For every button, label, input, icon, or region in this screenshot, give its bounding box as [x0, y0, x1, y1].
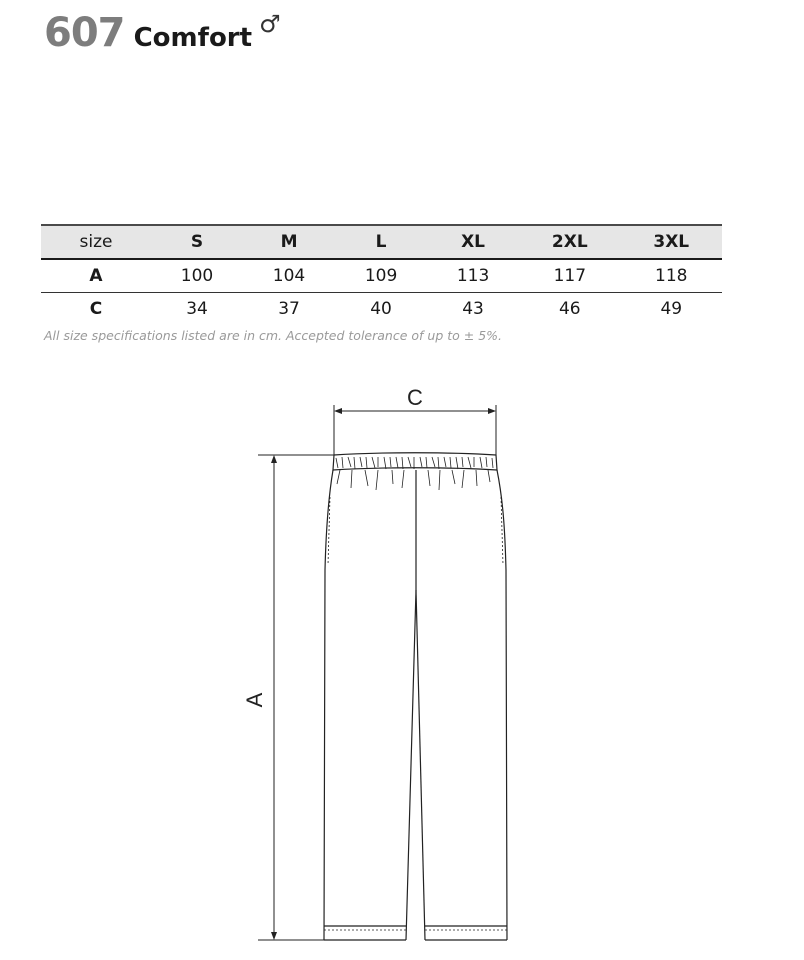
size-column-xl: XL — [427, 225, 519, 259]
table-cell: 117 — [519, 259, 620, 293]
size-table — [41, 224, 722, 325]
table-cell: 118 — [621, 259, 722, 293]
product-name: Comfort — [133, 23, 253, 53]
size-column-l: L — [335, 225, 427, 259]
table-row — [41, 259, 722, 293]
table-cell: 43 — [462, 299, 484, 319]
pants-outline — [324, 453, 507, 940]
table-row — [41, 293, 722, 326]
size-column-m: M — [243, 225, 335, 259]
product-title — [44, 10, 281, 56]
size-column-3xl: 3XL — [621, 225, 722, 259]
table-cell: 104 — [243, 259, 335, 293]
tolerance-note: All size specifications listed are in cm. Accepted tolerance of up to ± 5%. — [44, 328, 503, 343]
table-cell: 37 — [278, 299, 300, 319]
male-symbol-icon: ♂ — [259, 10, 281, 38]
table-cell: 34 — [186, 299, 208, 319]
table-cell: 109 — [335, 259, 427, 293]
table-cell: 40 — [370, 299, 392, 319]
product-code: 607 — [44, 10, 125, 56]
header-size-label: size — [41, 225, 151, 259]
length-label-a: A — [242, 692, 267, 708]
length-dimension — [258, 455, 334, 940]
table-cell: 100 — [151, 259, 243, 293]
table-cell: 113 — [427, 259, 519, 293]
pants-measurement-diagram — [0, 370, 804, 960]
row-label-a: A — [41, 259, 151, 293]
size-column-s: S — [151, 225, 243, 259]
size-table-header — [41, 225, 722, 259]
table-cell: 49 — [660, 299, 683, 319]
size-column-2xl: 2XL — [519, 225, 620, 259]
width-dimension — [334, 405, 496, 455]
row-label-c: C — [89, 299, 103, 319]
width-label-c: C — [407, 385, 423, 410]
table-cell: 46 — [558, 299, 581, 319]
